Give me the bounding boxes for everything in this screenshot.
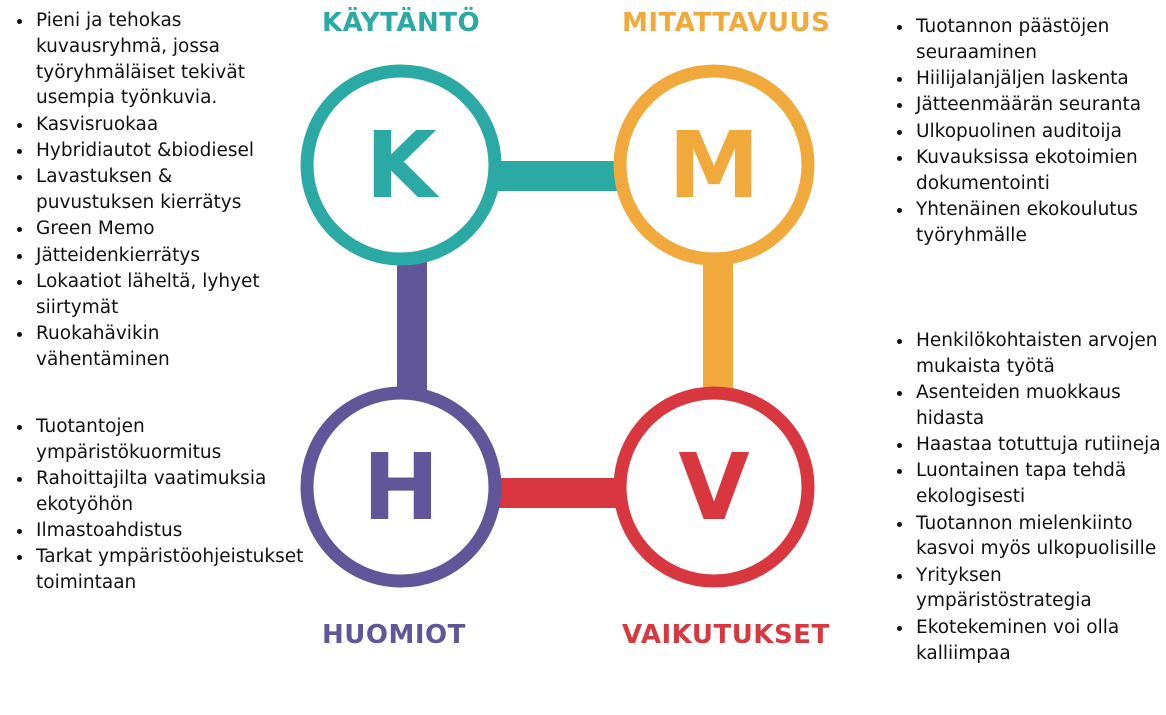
- connector-k-h: [397, 260, 427, 400]
- title-vaikutukset: VAIKUTUKSET: [622, 620, 830, 650]
- list-item: • Tuotantojen ympäristökuormitus: [34, 414, 306, 466]
- title-huomiot: HUOMIOT: [322, 620, 466, 650]
- list-item: • Yhtenäinen ekokoulutus työryhmälle: [914, 197, 1166, 249]
- list-item: • Rahoittajilta vaatimuksia ekotyöhön: [34, 466, 306, 518]
- letter-k: K: [365, 112, 437, 219]
- letter-m: M: [668, 112, 760, 219]
- list-item: • Jätteidenkierrätys: [34, 243, 296, 269]
- list-item: • Yrityksen ympäristöstrategia: [914, 563, 1166, 615]
- list-item: • Tarkat ympäristöohjeistukset toimintaan: [34, 544, 306, 596]
- list-item: • Ekotekeminen voi olla kalliimpaa: [914, 615, 1166, 667]
- list-item: • Henkilökohtaisten arvojen mukaista työtä: [914, 328, 1166, 380]
- list-item: • Asenteiden muokkaus hidasta: [914, 380, 1166, 432]
- list-item: • Lokaatiot läheltä, lyhyet siirtymät: [34, 269, 296, 321]
- letter-v: V: [678, 434, 750, 541]
- list-item: • Ilmastoahdistus: [34, 518, 306, 544]
- list-item: • Kuvauksissa ekotoimien dokumentointi: [914, 145, 1166, 197]
- list-item: • Haastaa totuttuja rutiineja: [914, 432, 1166, 458]
- list-item: • Hybridiautot &biodiesel: [34, 138, 296, 164]
- list-item: • Green Memo: [34, 216, 296, 242]
- list-item: • Tuotannon mielenkiinto kasvoi myös ulkopuolisille: [914, 511, 1166, 563]
- list-item: • Ruokahävikin vähentäminen: [34, 321, 296, 373]
- list-kaytanto: [6, 8, 296, 373]
- list-item: • Lavastuksen & puvustuksen kierrätys: [34, 164, 296, 216]
- list-huomiot: [6, 414, 306, 597]
- list-item: • Jätteenmäärän seuranta: [914, 92, 1166, 118]
- list-item: • Luontainen tapa tehdä ekologisesti: [914, 458, 1166, 510]
- letter-h: H: [362, 434, 440, 541]
- list-vaikutukset: [886, 328, 1166, 667]
- list-mitattavuus: [886, 14, 1166, 249]
- title-mitattavuus: MITATTAVUUS: [622, 8, 831, 38]
- list-item: • Tuotannon päästöjen seuraaminen: [914, 14, 1166, 66]
- list-item: • Kasvisruokaa: [34, 112, 296, 138]
- list-item: • Pieni ja tehokas kuvausryhmä, jossa työryhmäläiset tekivät usempia työnkuvia.: [34, 8, 296, 111]
- list-item: • Hiilijalanjäljen laskenta: [914, 66, 1166, 92]
- connector-m-v: [703, 260, 733, 400]
- title-kaytanto: KÄYTÄNTÖ: [322, 8, 481, 38]
- list-item: • Ulkopuolinen auditoija: [914, 119, 1166, 145]
